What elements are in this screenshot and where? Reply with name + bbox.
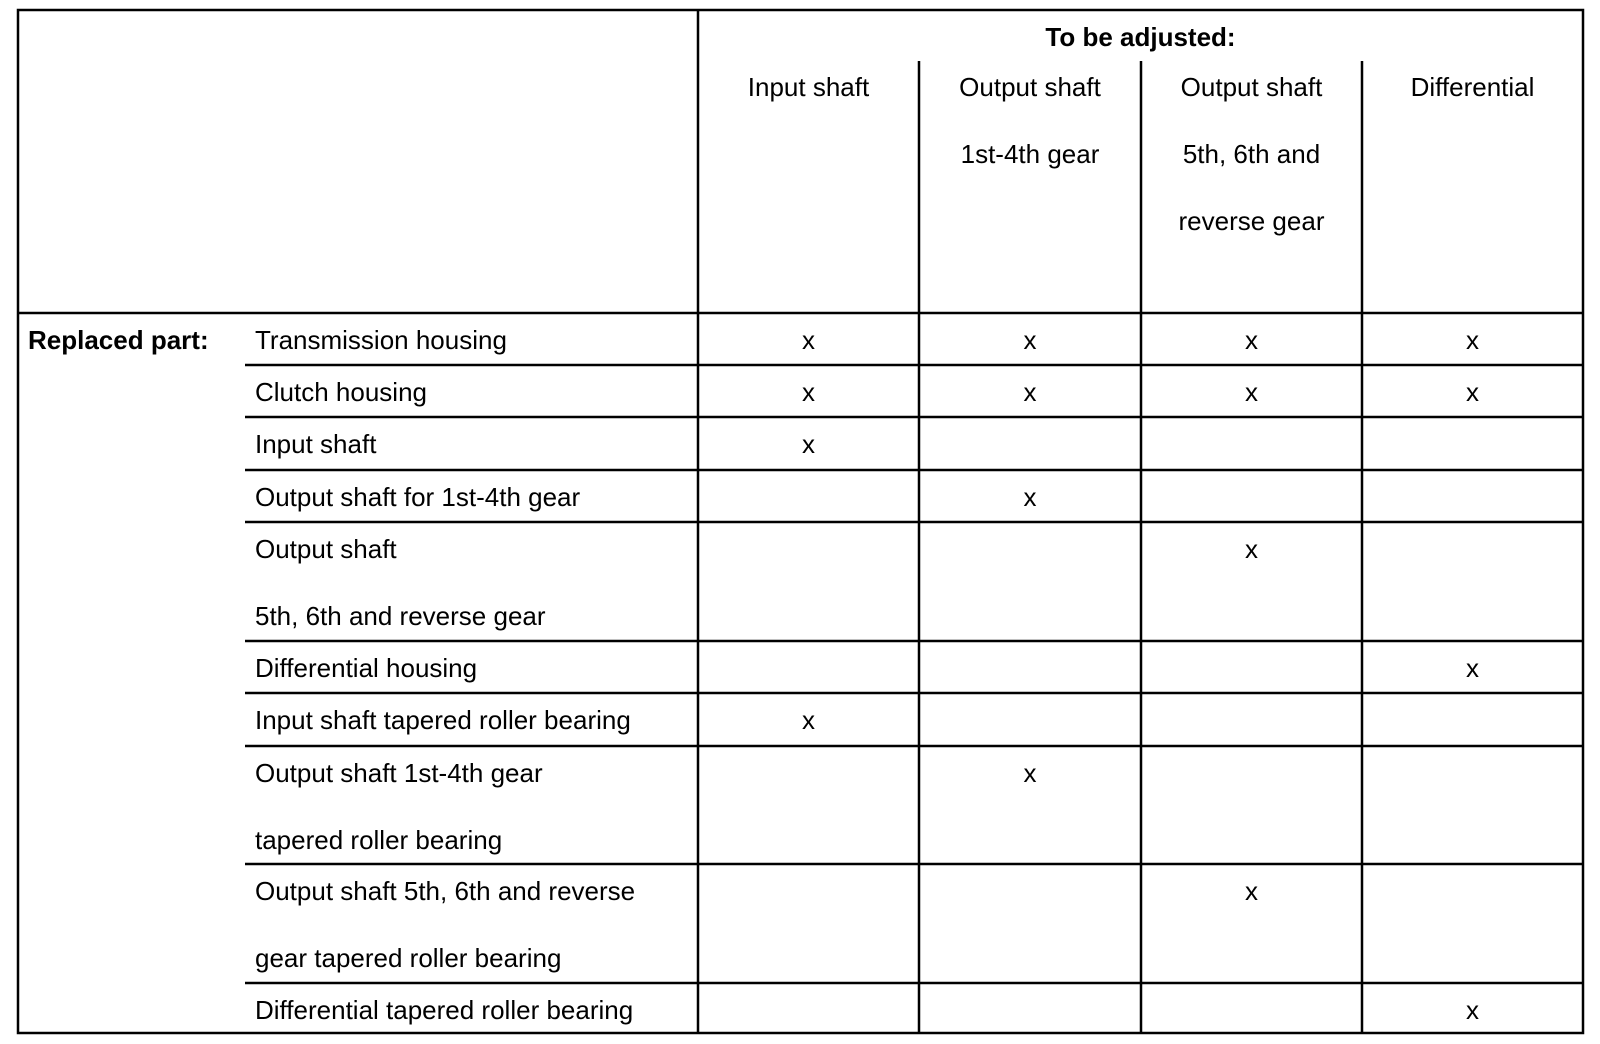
adjust-mark: x: [1023, 758, 1037, 788]
adjust-mark: x: [1245, 876, 1258, 906]
to-be-adjusted-heading: To be adjusted:: [1045, 22, 1236, 52]
adjust-mark: x: [1023, 325, 1037, 355]
column-header-line: 5th, 6th and: [1182, 139, 1321, 169]
column-header-line: Differential: [1410, 72, 1535, 102]
adjust-mark: x: [1023, 377, 1037, 407]
adjust-mark: x: [802, 429, 815, 459]
adjust-mark: x: [802, 377, 815, 407]
replaced-part-name: 5th, 6th and reverse gear: [255, 601, 546, 631]
column-header-line: reverse gear: [1178, 206, 1325, 236]
column-header-line: 1st-4th gear: [960, 139, 1100, 169]
replaced-part-name: tapered roller bearing: [255, 825, 503, 855]
replaced-part-name: gear tapered roller bearing: [255, 943, 562, 973]
replaced-part-name: Input shaft tapered roller bearing: [255, 705, 631, 735]
adjust-mark: x: [1466, 377, 1479, 407]
replaced-part-name: Input shaft: [255, 429, 377, 459]
replaced-part-name: Output shaft 5th, 6th and reverse: [255, 876, 636, 906]
column-header-line: Input shaft: [747, 72, 870, 102]
replaced-part-name: Differential tapered roller bearing: [255, 995, 634, 1025]
column-header-line: Output shaft: [1180, 72, 1323, 102]
adjust-mark: x: [1245, 534, 1258, 564]
adjust-mark: x: [1466, 325, 1479, 355]
adjust-mark: x: [1466, 995, 1479, 1025]
replaced-part-label: Replaced part:: [28, 325, 209, 355]
adjust-mark: x: [802, 325, 815, 355]
replaced-part-name: Output shaft 1st-4th gear: [255, 758, 543, 788]
adjust-mark: x: [1466, 653, 1479, 683]
adjust-mark: x: [802, 705, 815, 735]
adjust-mark: x: [1245, 377, 1258, 407]
column-header-line: Output shaft: [959, 72, 1101, 102]
replaced-part-name: Transmission housing: [255, 325, 507, 355]
adjust-mark: x: [1023, 482, 1037, 512]
replaced-part-name: Output shaft for 1st-4th gear: [255, 482, 581, 512]
replaced-part-name: Differential housing: [255, 653, 478, 683]
replaced-part-name: Clutch housing: [255, 377, 427, 407]
adjust-mark: x: [1245, 325, 1258, 355]
replaced-part-name: Output shaft: [255, 534, 397, 564]
